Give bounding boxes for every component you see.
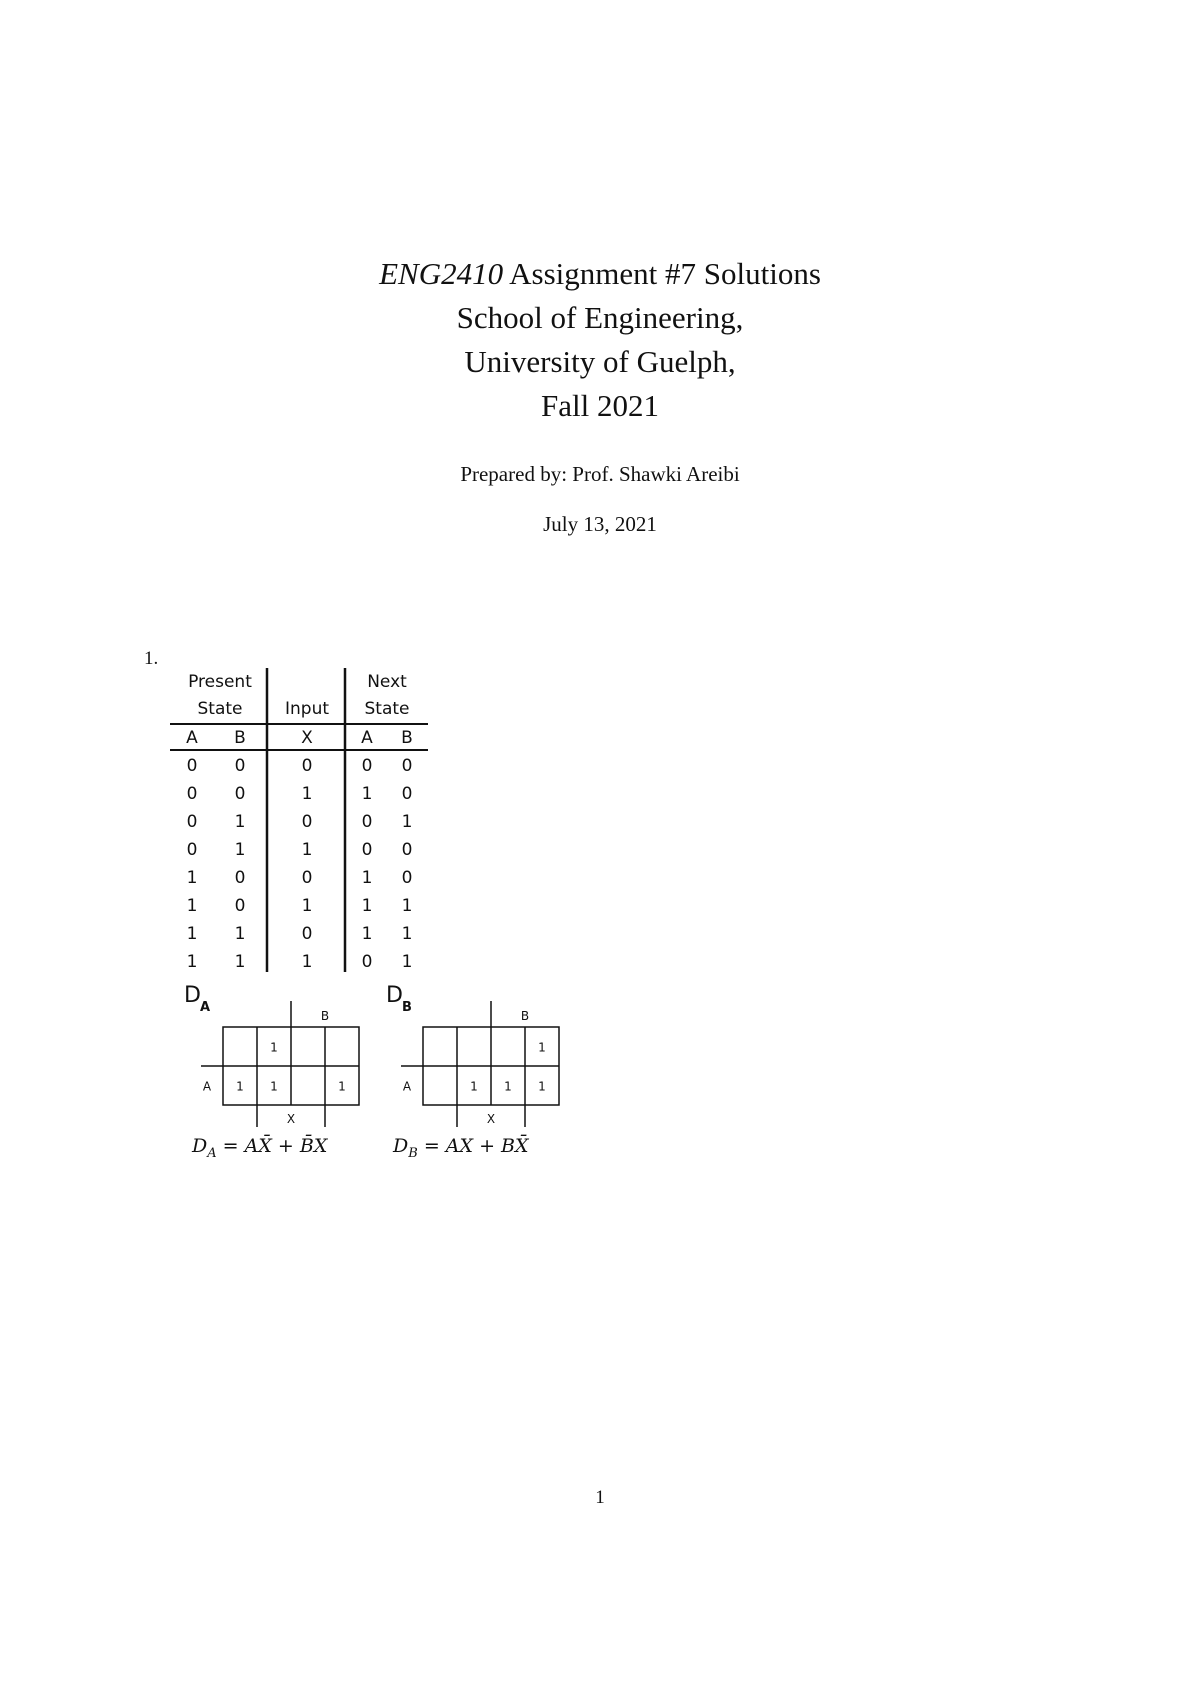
equation-subscript: A [207, 1146, 217, 1161]
school-line: School of Engineering, [456, 300, 744, 335]
equation-rhs: = AX + BX̄ [417, 1135, 529, 1157]
table-cell: 0 [234, 868, 246, 888]
kmap-label-subscript: B [402, 1000, 412, 1015]
table-cell: 0 [301, 924, 313, 944]
kmap-column-variable: B [320, 1009, 330, 1023]
table-cell: 0 [401, 784, 413, 804]
document-date: July 13, 2021 [543, 512, 657, 536]
table-cell: 0 [186, 756, 198, 776]
table-group-header: Input [284, 699, 330, 719]
prepared-by: Prepared by: Prof. Shawki Areibi [460, 462, 740, 486]
kmap-cell: 1 [538, 1079, 546, 1094]
table-cell: 1 [401, 812, 413, 832]
kmap-row-variable: A [402, 1079, 412, 1094]
equation-lhs: D [192, 1135, 208, 1157]
table-group-header: State [364, 699, 410, 719]
table-cell: 1 [186, 896, 198, 916]
table-cell: 0 [234, 784, 246, 804]
table-group-header: State [197, 699, 243, 719]
table-cell: 0 [361, 756, 373, 776]
table-cell: 1 [361, 896, 373, 916]
table-group-header: Next [367, 672, 407, 692]
kmap-cell: 1 [270, 1040, 278, 1055]
table-cell: 1 [186, 924, 198, 944]
table-cell: 0 [301, 812, 313, 832]
table-cell: 1 [301, 784, 313, 804]
table-cell: 1 [234, 812, 246, 832]
table-cell: 0 [186, 784, 198, 804]
table-column-header: B [401, 728, 413, 748]
kmap-label-subscript: A [200, 1000, 211, 1015]
kmap-cell: 1 [470, 1079, 478, 1094]
kmap-label: D [386, 983, 403, 1008]
table-cell: 1 [234, 952, 246, 972]
kmap-bottom-variable: X [486, 1112, 496, 1126]
table-cell: 0 [401, 840, 413, 860]
table-cell: 0 [361, 840, 373, 860]
table-cell: 0 [401, 868, 413, 888]
kmap-row-variable: A [202, 1079, 212, 1094]
term-line: Fall 2021 [541, 388, 659, 423]
table-cell: 1 [361, 868, 373, 888]
equation-rhs: = AX̄ + B̄X [216, 1135, 328, 1157]
kmap-bottom-variable: X [286, 1112, 296, 1126]
table-cell: 1 [361, 924, 373, 944]
kmap-cell: 1 [338, 1079, 346, 1094]
kmap-equation [191, 1134, 329, 1161]
table-cell: 0 [401, 756, 413, 776]
title-text: Assignment #7 Solutions [503, 256, 821, 291]
table-cell: 0 [234, 896, 246, 916]
table-cell: 1 [361, 784, 373, 804]
table-cell: 1 [234, 840, 246, 860]
kmap-label: D [184, 983, 201, 1008]
kmap-cell: 1 [270, 1079, 278, 1094]
table-column-header: B [234, 728, 246, 748]
table-cell: 1 [186, 952, 198, 972]
table-cell: 0 [186, 812, 198, 832]
equation-subscript: B [408, 1146, 418, 1161]
table-cell: 1 [186, 868, 198, 888]
table-cell: 1 [301, 896, 313, 916]
table-cell: 0 [301, 756, 313, 776]
table-cell: 0 [361, 812, 373, 832]
question-number: 1. [144, 648, 159, 669]
kmap-cell: 1 [236, 1079, 244, 1094]
table-cell: 0 [301, 868, 313, 888]
university-line: University of Guelph, [464, 344, 736, 379]
table-cell: 1 [301, 840, 313, 860]
kmap-equation [392, 1134, 530, 1161]
table-cell: 0 [186, 840, 198, 860]
table-cell: 1 [234, 924, 246, 944]
table-column-header: X [301, 728, 313, 748]
table-cell: 1 [401, 924, 413, 944]
kmap-column-variable: B [520, 1009, 530, 1023]
table-group-header: Present [188, 672, 252, 692]
table-cell: 1 [401, 952, 413, 972]
page-number: 1 [595, 1487, 605, 1508]
table-cell: 1 [401, 896, 413, 916]
table-column-header: A [361, 728, 373, 748]
course-code: ENG2410 [379, 256, 504, 291]
kmap-cell: 1 [538, 1040, 546, 1055]
kmap-cell: 1 [504, 1079, 512, 1094]
table-column-header: A [186, 728, 198, 748]
table-cell: 0 [361, 952, 373, 972]
table-cell: 0 [234, 756, 246, 776]
equation-lhs: D [393, 1135, 409, 1157]
table-cell: 1 [301, 952, 313, 972]
